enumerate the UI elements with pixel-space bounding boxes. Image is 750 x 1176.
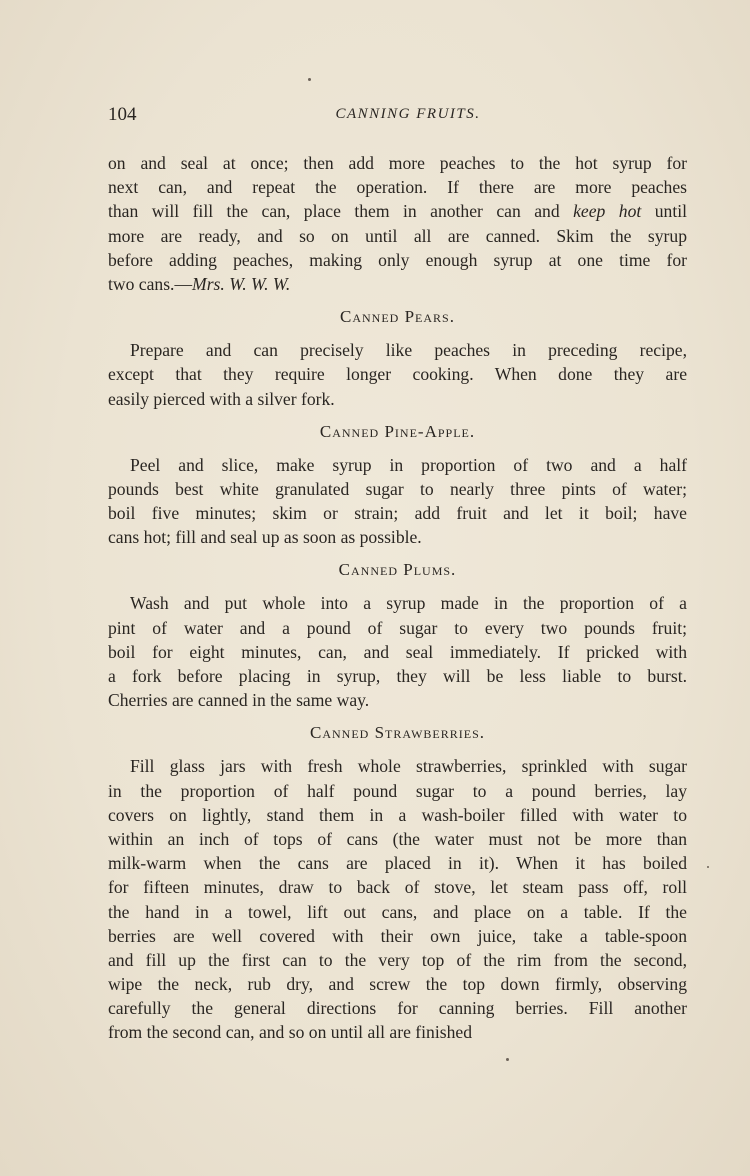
text-line: than will fill the can, place them in another can and keep hot until	[108, 201, 687, 222]
text-line: covers on lightly, stand them in a wash-boiler filled with water to	[108, 804, 687, 825]
page-header	[108, 104, 688, 130]
recipe-heading: Canned Pears.	[340, 307, 455, 327]
text-line: boil for eight minutes, can, and seal immediately. If pricked with	[108, 641, 687, 662]
text-line: in the proportion of half pound sugar to a pound berries, lay	[108, 780, 687, 801]
text-line: carefully the general directions for canning berries. Fill another	[108, 998, 687, 1019]
text-line: a fork before placing in syrup, they will be less liable to burst.	[108, 666, 687, 686]
text-line: pint of water and a pound of sugar to every two pounds fruit;	[108, 617, 687, 638]
text-line: for fifteen minutes, draw to back of stove, let steam pass off, roll	[108, 877, 687, 898]
text-line: on and seal at once; then add more peaches to the hot syrup for	[108, 153, 687, 173]
recipe-heading: Canned Plums.	[338, 560, 457, 580]
recipe-paragraph	[108, 453, 687, 550]
text-line: the hand in a towel, lift out cans, and place on a table. If the	[108, 901, 687, 922]
text-line: pounds best white granulated sugar to nearly three pints of water;	[108, 478, 687, 499]
text-line: and fill up the first can to the very top of the rim from the second,	[108, 949, 687, 970]
text-line: Wash and put whole into a syrup made in the proportion of a	[130, 593, 687, 614]
text-line: cans hot; fill and seal up as soon as possible.	[108, 527, 422, 548]
recipe-paragraph	[108, 338, 687, 411]
recipe-heading: Canned Strawberries.	[310, 723, 485, 743]
running-title: CANNING FRUITS.	[335, 106, 481, 122]
text-line: Peel and slice, make syrup in proportion of two and a half	[130, 454, 687, 475]
recipe-paragraph	[108, 591, 687, 712]
recipe-paragraph	[108, 754, 687, 1044]
text-line: milk-warm when the cans are placed in it). When it has boiled	[108, 853, 687, 874]
ink-speck	[308, 78, 311, 81]
text-line: next can, and repeat the operation. If there are more peaches	[108, 177, 687, 198]
text-line: Prepare and can precisely like peaches in preceding recipe,	[130, 340, 687, 361]
text-line: within an inch of tops of cans (the water must not be more than	[108, 828, 687, 849]
page-number: 104	[108, 104, 137, 125]
text-line: except that they require longer cooking. When done they are	[108, 364, 687, 385]
text-line: boil five minutes; skim or strain; add fruit and let it boil; have	[108, 503, 687, 524]
ink-speck	[707, 866, 709, 868]
text-line: Cherries are canned in the same way.	[108, 690, 370, 711]
text-line: from the second can, and so on until all are finished	[108, 1022, 472, 1043]
ink-speck	[506, 1058, 509, 1061]
recipe-paragraph	[108, 151, 687, 296]
recipe-heading: Canned Pine-Apple.	[319, 421, 476, 441]
text-line: Fill glass jars with fresh whole strawberries, sprinkled with sugar	[130, 756, 687, 777]
page-body	[108, 151, 687, 1045]
text-line: easily pierced with a silver fork.	[108, 388, 335, 409]
text-line: berries are well covered with their own juice, take a table-spoon	[108, 925, 687, 946]
text-line: two cans.—Mrs. W. W. W.	[108, 273, 291, 294]
text-line: wipe the neck, rub dry, and screw the top down firmly, observing	[108, 974, 687, 995]
text-line: more are ready, and so on until all are canned. Skim the syrup	[108, 225, 687, 246]
text-line: before adding peaches, making only enough syrup at one time for	[108, 249, 687, 270]
